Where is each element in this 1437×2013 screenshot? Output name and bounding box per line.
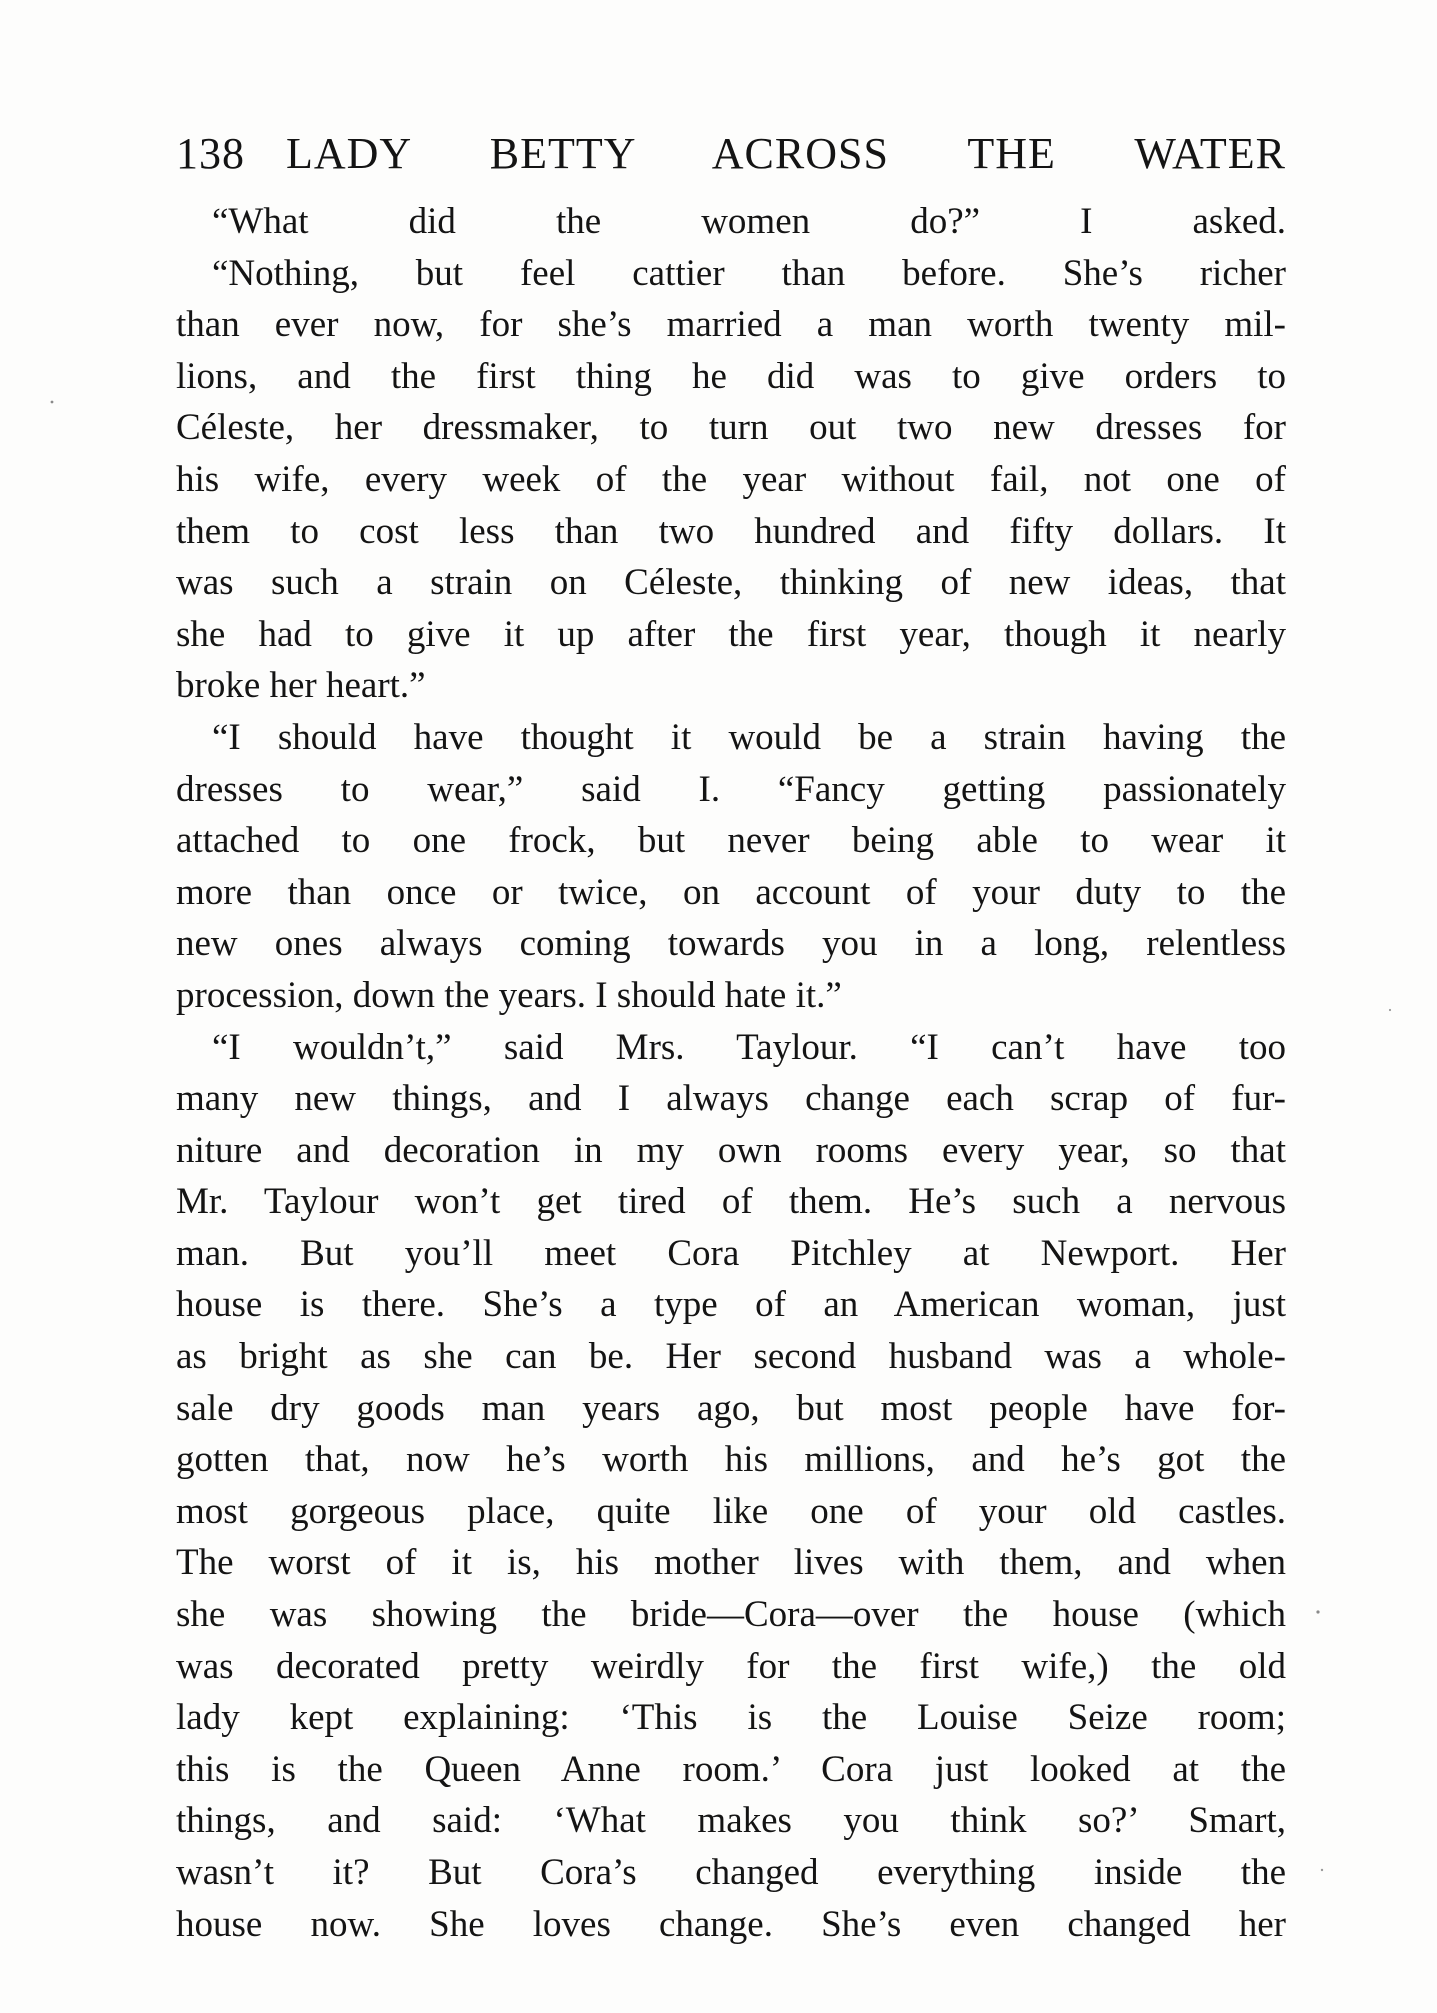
text-line: many new things, and I always change each scrap of fur- [176, 1078, 1286, 1120]
text-line: more than once or twice, on account of your duty to the [176, 871, 1286, 913]
paper-speck [1316, 1610, 1319, 1613]
text-line: “Nothing, but feel cattier than before. She’s richer [212, 252, 1286, 294]
text-line: sale dry goods man years ago, but most people have for- [176, 1387, 1286, 1429]
text-line: was such a strain on Céleste, thinking of new ideas, that [176, 562, 1286, 604]
text-line: “What did the women do?” I asked. [212, 201, 1286, 242]
text-line: was decorated pretty weirdly for the first wife,) the old [176, 1645, 1286, 1687]
text-line: most gorgeous place, quite like one of your old castles. [176, 1490, 1286, 1532]
text-line: this is the Queen Anne room.’ Cora just looked at the [176, 1748, 1286, 1790]
text-line: as bright as she can be. Her second husband was a whole- [176, 1336, 1286, 1378]
running-title: LADY BETTY ACROSS THE WATER [286, 129, 1286, 178]
text-line: Mr. Taylour won’t get tired of them. He’s such a nervous [176, 1181, 1286, 1223]
text-line: wasn’t it? But Cora’s changed everything inside the [176, 1852, 1286, 1893]
text-line: house is there. She’s a type of an American woman, just [176, 1284, 1286, 1326]
text-line: them to cost less than two hundred and fifty dollars. It [176, 510, 1286, 552]
text-line: than ever now, for she’s married a man worth twenty mil- [176, 304, 1286, 346]
text-line: new ones always coming towards you in a long, relentless [176, 923, 1286, 965]
text-line: “I should have thought it would be a strain having the [212, 716, 1286, 758]
paper-speck [1321, 1869, 1323, 1871]
page-header [176, 124, 1286, 184]
text-line: lions, and the first thing he did was to give orders to [176, 355, 1286, 397]
text-line: “I wouldn’t,” said Mrs. Taylour. “I can’t have too [212, 1026, 1286, 1068]
paper-speck [1389, 1009, 1391, 1011]
text-line: attached to one frock, but never being able to wear it [176, 820, 1286, 862]
text-line: she had to give it up after the first year, though it nearly [176, 613, 1286, 655]
body-text [176, 196, 1286, 1950]
page-number: 138 [176, 129, 245, 178]
text-line: things, and said: ‘What makes you think so?’ Smart, [176, 1800, 1286, 1842]
text-line: The worst of it is, his mother lives with them, and when [176, 1542, 1286, 1584]
text-line: dresses to wear,” said I. “Fancy getting passionately [176, 768, 1286, 810]
text-line: lady kept explaining: ‘This is the Louise Seize room; [176, 1697, 1286, 1739]
text-line: man. But you’ll meet Cora Pitchley at Newport. Her [176, 1232, 1286, 1274]
text-line: procession, down the years. I should hate it.” [176, 974, 842, 1016]
paper-speck [51, 401, 54, 404]
text-line: Céleste, her dressmaker, to turn out two new dresses for [176, 407, 1286, 449]
text-line: broke her heart.” [176, 665, 426, 707]
text-line: house now. She loves change. She’s even changed her [176, 1903, 1286, 1945]
text-line: gotten that, now he’s worth his millions, and he’s got the [176, 1439, 1286, 1481]
text-line: niture and decoration in my own rooms every year, so that [176, 1129, 1286, 1171]
text-line: his wife, every week of the year without fail, not one of [176, 458, 1286, 500]
text-line: she was showing the bride—Cora—over the house (which [176, 1594, 1286, 1636]
